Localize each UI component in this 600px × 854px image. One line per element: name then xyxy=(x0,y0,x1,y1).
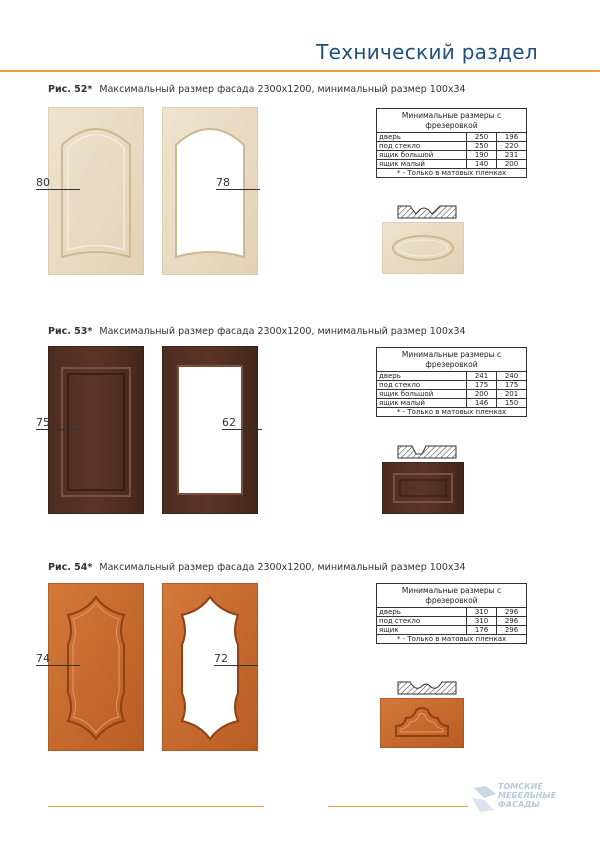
table-row: ящик большой 200 201 xyxy=(377,390,527,399)
dimension-line xyxy=(222,429,262,430)
table-row: под стекло 250 220 xyxy=(377,142,527,151)
sample-53-image xyxy=(382,462,464,514)
table-row: под стекло 175 175 xyxy=(377,381,527,390)
dimension-label: 74 xyxy=(36,652,50,665)
dimension-line xyxy=(36,189,80,190)
footer-divider xyxy=(328,806,468,807)
table-row: ящик 176 296 xyxy=(377,626,527,635)
door-53-solid-image xyxy=(48,346,144,514)
table-note: * - Только в матовых пленках xyxy=(377,635,527,644)
table-row: ящик малый 140 200 xyxy=(377,160,527,169)
table-title: Минимальные размеры с фрезеровкой xyxy=(377,109,527,133)
dimension-label: 80 xyxy=(36,176,50,189)
figure-caption-text: Максимальный размер фасада 2300х1200, минимальный размер 100х34 xyxy=(99,562,466,573)
dimension-label: 62 xyxy=(222,416,236,429)
table-row: дверь 310 296 xyxy=(377,608,527,617)
dimension-line xyxy=(36,429,80,430)
dimension-line xyxy=(214,665,258,666)
table-row: под стекло 310 296 xyxy=(377,617,527,626)
min-size-table xyxy=(376,347,527,417)
sample-54-image xyxy=(380,698,464,748)
figure-caption-text: Максимальный размер фасада 2300х1200, минимальный размер 100х34 xyxy=(99,326,466,337)
milling-profile-icon xyxy=(396,440,460,460)
company-logo-text: ТОМСКИЕ МЕБЕЛЬНЫЕ ФАСАДЫ xyxy=(498,782,557,809)
figure-52-caption xyxy=(48,84,466,95)
table-row: дверь 241 240 xyxy=(377,372,527,381)
sample-52-image xyxy=(382,222,464,274)
door-52-glass-image xyxy=(162,107,258,275)
min-size-table xyxy=(376,583,527,644)
dimension-label: 78 xyxy=(216,176,230,189)
min-size-table xyxy=(376,108,527,178)
figure-label: Рис. 52* xyxy=(48,84,93,95)
door-53-glass-image xyxy=(162,346,258,514)
figure-label: Рис. 53* xyxy=(48,326,93,337)
table-row: дверь 250 196 xyxy=(377,133,527,142)
table-title: Минимальные размеры с фрезеровкой xyxy=(377,348,527,372)
table-row: ящик большой 190 231 xyxy=(377,151,527,160)
figure-54-caption xyxy=(48,562,466,573)
door-52-solid-image xyxy=(48,107,144,275)
page-title: Технический раздел xyxy=(316,40,538,64)
header-divider xyxy=(0,70,600,72)
dimension-label: 75 xyxy=(36,416,50,429)
table-note: * - Только в матовых пленках xyxy=(377,408,527,417)
dimension-line xyxy=(216,189,260,190)
milling-profile-icon xyxy=(396,676,460,696)
milling-profile-icon xyxy=(396,200,460,220)
dimension-label: 72 xyxy=(214,652,228,665)
footer-divider xyxy=(48,806,264,807)
table-note: * - Только в матовых пленках xyxy=(377,169,527,178)
figure-53-caption xyxy=(48,326,466,337)
dimension-line xyxy=(36,665,80,666)
figure-label: Рис. 54* xyxy=(48,562,93,573)
table-row: ящик малый 146 150 xyxy=(377,399,527,408)
figure-caption-text: Максимальный размер фасада 2300х1200, минимальный размер 100х34 xyxy=(99,84,466,95)
door-54-glass-image xyxy=(162,583,258,751)
door-54-solid-image xyxy=(48,583,144,751)
table-title: Минимальные размеры с фрезеровкой xyxy=(377,584,527,608)
